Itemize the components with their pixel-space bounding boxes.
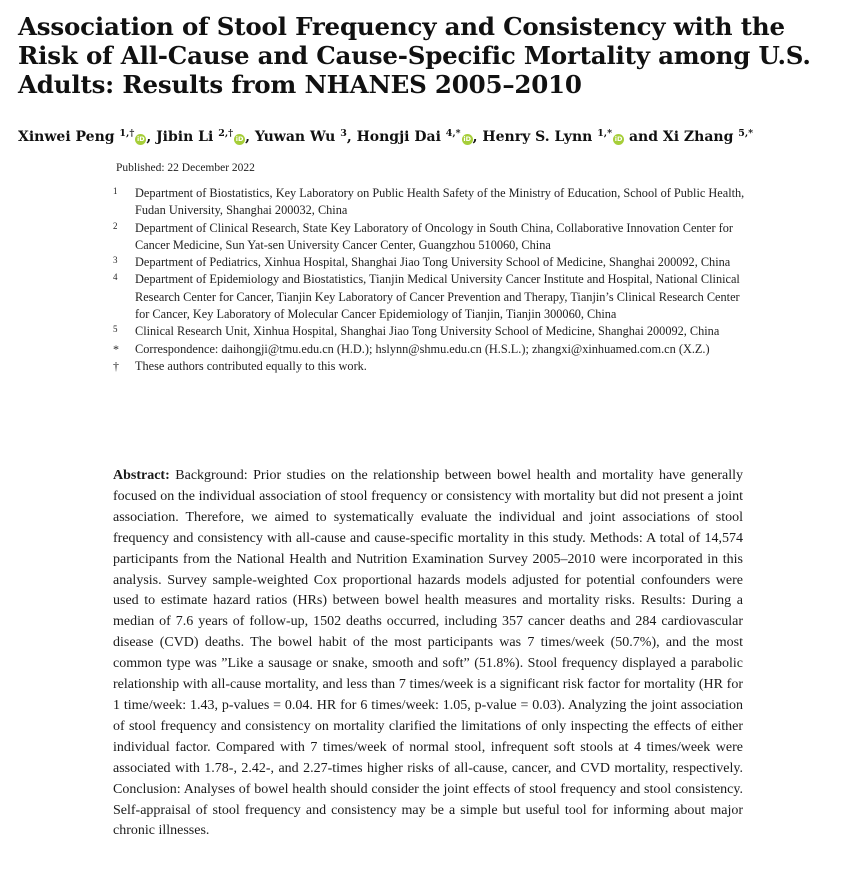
affiliation-list [113,185,753,375]
affiliation-item [113,220,753,255]
correspondence-item [113,341,753,358]
author[interactable]: Xi Zhang $^{5,*}$ [662,128,754,145]
affiliation-mark: * [113,341,119,356]
author[interactable]: Yuwan Wu $^3$ [254,128,347,145]
equal-contribution-note [113,358,753,375]
abstract [113,466,743,842]
abstract-text: Background: Prior studies on the relationship between bowel health and mortality have generally focused on the individual association of stool frequency or consistency with mortality but did not present a joint association. Therefore, we aimed to systematically evaluate the individual and joint associations of stool frequency and consistency with all-cause and cause-specific mortality in this study. Methods: A total of 14,574 participants from the National Health and Nutrition Examination Survey 2005–2010 were incorporated in this analysis. Survey sample-weighted Cox proportional hazards models adjusted for potential confounders were used to estimate hazard ratios (HRs) between bowel health measures and mortality risks. Results: During a median of 7.6 years of follow-up, 1502 deaths occurred, including 357 cancer deaths and 284 cardiovascular disease (CVD) deaths. The bowel habit of the most participants was 7 times/week (50.7%), and the most common type was ”Like a sausage or snake, smooth and soft” (51.8%). Stool frequency displayed a parabolic relationship with all-cause mortality, and less than 7 times/week is a significant risk factor for mortality (HR for 1 time/week: 1.43, p-values = 0.04. HR for 6 times/week: 1.05, p-value = 0.03). Analyzing the joint association of stool frequency and consistency on mortality clarified the limitations of only inspecting the effects of either individual factor. Compared with 7 times/week of normal stool, infrequent soft stools at 4 times/week were associated with 1.78-, 2.42-, and 2.27-times higher risks of all-cause, cancer, and CVD mortality, respectively. Conclusion: Analyses of bowel health should consider the joint effects of stool frequency and stool consistency. Self-appraisal of stool frequency and consistency may be a simple but useful tool for informing about major chronic illnesses. [113,468,743,839]
affiliation-item [113,254,753,271]
author-connector: and [628,129,658,145]
affiliation-mark: 2 [113,220,118,231]
equal-contribution-text: These authors contributed equally to this work. [135,358,367,373]
published-date: Published: 22 December 2022 [116,162,255,174]
author[interactable]: Henry S. Lynn $^{1,*}$ [482,128,613,145]
orcid-icon[interactable]: iD [614,135,623,143]
affiliation-mark: 5 [113,324,118,335]
affiliation-item [113,185,753,220]
orcid-icon[interactable]: iD [137,135,145,143]
abstract-label: Abstract: [113,468,170,483]
affiliation-text: Department of Pediatrics, Xinhua Hospital, Shanghai Jiao Tong University School of Medicine, Shanghai 200092, China [135,255,731,270]
author[interactable]: Hongji Dai $^{4,*}$ [356,128,461,145]
affiliation-mark: 3 [113,255,118,266]
paper-title: Association of Stool Frequency and Consistency with the Risk of All-Cause and Cause-Specific Mortality among U.S. Adults: Results from NHANES 2005–2010 [18,12,811,99]
author[interactable]: Xinwei Peng $^{1,\dagger}$ [18,128,135,145]
author-list: Xinwei Peng $^{1,\dagger}$ iD , Jibin Li $^{2,\dagger}$ iD , Yuwan Wu $^3$, Hongji Dai $^{4,*}$ iD , Henry S. Lynn $^{1,*}$ iD and Xi Zhang $^{5,*}$ [18,128,754,145]
correspondence-text[interactable]: Correspondence: daihongji@tmu.edu.cn (H.D.); hslynn@shmu.edu.cn (H.S.L.); zhangxi@xinhuamed.com.cn (X.Z.) [135,341,710,356]
affiliation-text: Department of Biostatistics, Key Laboratory on Public Health Safety of the Ministry of Education, School of Public Health, Fudan University, Shanghai 200032, China [135,186,745,218]
affiliation-item [113,271,753,323]
affiliation-mark: † [113,358,119,373]
orcid-icon[interactable]: iD [235,135,244,143]
affiliation-text: Department of Clinical Research, State Key Laboratory of Oncology in South China, Collaborative Innovation Center for Cancer Medicine, Sun Yat-sen University Cancer Center, Guangzhou 510060, China [135,220,733,252]
author[interactable]: Jibin Li $^{2,\dagger}$ [156,128,234,145]
affiliation-item [113,323,753,340]
affiliation-text: Department of Epidemiology and Biostatistics, Tianjin Medical University Cancer Institute and Hospital, National Clinical Research Center for Cancer, Tianjin Key Laboratory of Cancer Prevention and Therapy, Tianjin’s Clinical Research Center for Cancer, Key Laboratory of Molecular Cancer Epidemiology of Tianjin, Tianjin 300060, China [135,272,740,322]
affiliation-mark: 4 [113,272,118,283]
orcid-icon[interactable]: iD [463,135,471,143]
affiliation-text: Clinical Research Unit, Xinhua Hospital, Shanghai Jiao Tong University School of Medicine, Shanghai 200092, China [135,324,720,339]
affiliation-mark: 1 [113,186,118,196]
